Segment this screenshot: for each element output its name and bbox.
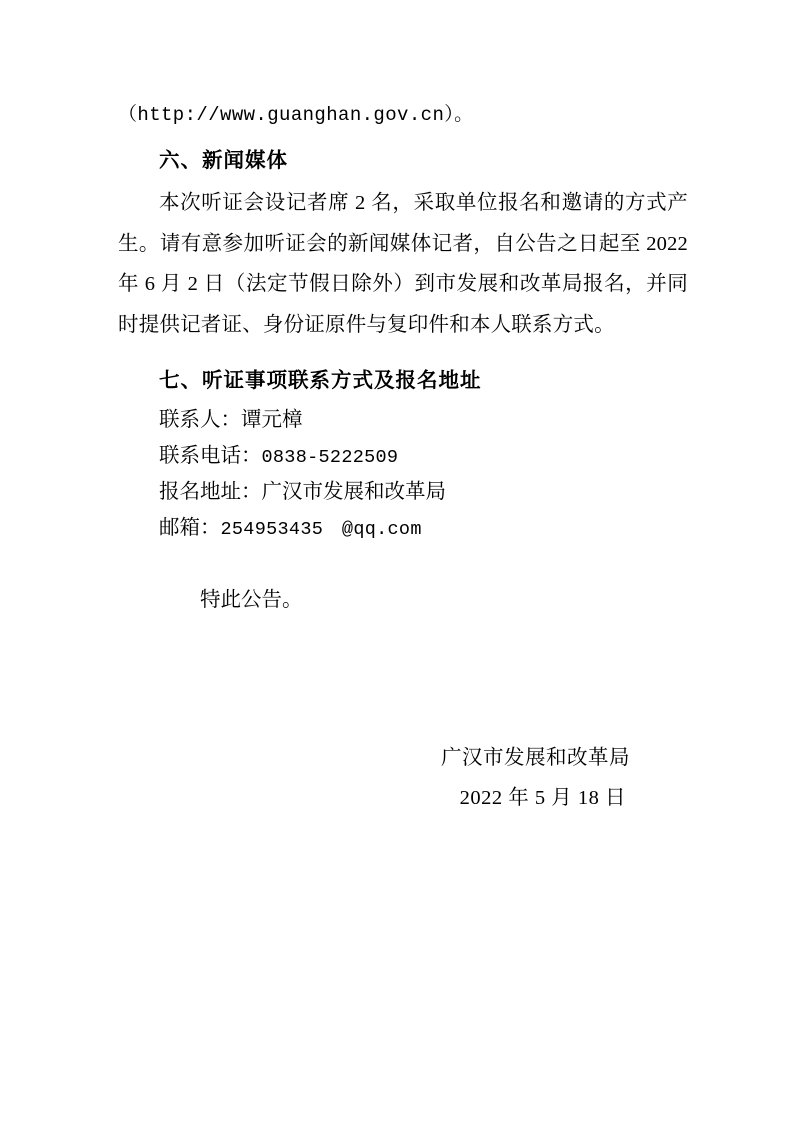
contact-email-value: 254953435 @qq.com: [220, 518, 422, 540]
closing-notice: 特此公告。: [200, 589, 303, 611]
contact-person-label: 联系人：: [159, 409, 241, 431]
contact-list: [118, 403, 688, 547]
contact-phone-line: [118, 439, 688, 476]
section-six-paragraph: 本次听证会设记者席 2 名，采取单位报名和邀请的方式产生。请有意参加听证会的新闻媒体记者，自公告之日起至 2022 年 6 月 2 日（法定节假日除外）到市发展和改革局报名，并同时提供记者证、身份证原件与复印件和本人联系方式。: [118, 192, 688, 336]
signature-organization: 广汉市发展和改革局: [441, 747, 630, 769]
contact-address-value: 广汉市发展和改革局: [261, 481, 446, 503]
contact-person-line: [118, 403, 688, 439]
section-seven-heading: 七、听证事项联系方式及报名地址: [159, 369, 482, 392]
signature-block: [118, 738, 688, 818]
contact-phone-label: 联系电话：: [159, 444, 262, 467]
section-spacer: [118, 345, 688, 359]
document-body: [118, 95, 688, 818]
contact-email-label: 邮箱：: [159, 516, 221, 539]
contact-address-label: 报名地址：: [159, 481, 262, 503]
section-six-heading: 六、新闻媒体: [159, 149, 288, 172]
contact-phone-value: 0838-5222509: [261, 446, 399, 468]
website-url-line: （http://www.guanghan.gov.cn）。: [118, 104, 474, 126]
contact-address-line: [118, 475, 688, 511]
contact-person-value: 谭元樟: [241, 409, 303, 431]
signature-date: 2022 年 5 月 18 日: [459, 787, 626, 809]
contact-email-line: [118, 511, 688, 548]
